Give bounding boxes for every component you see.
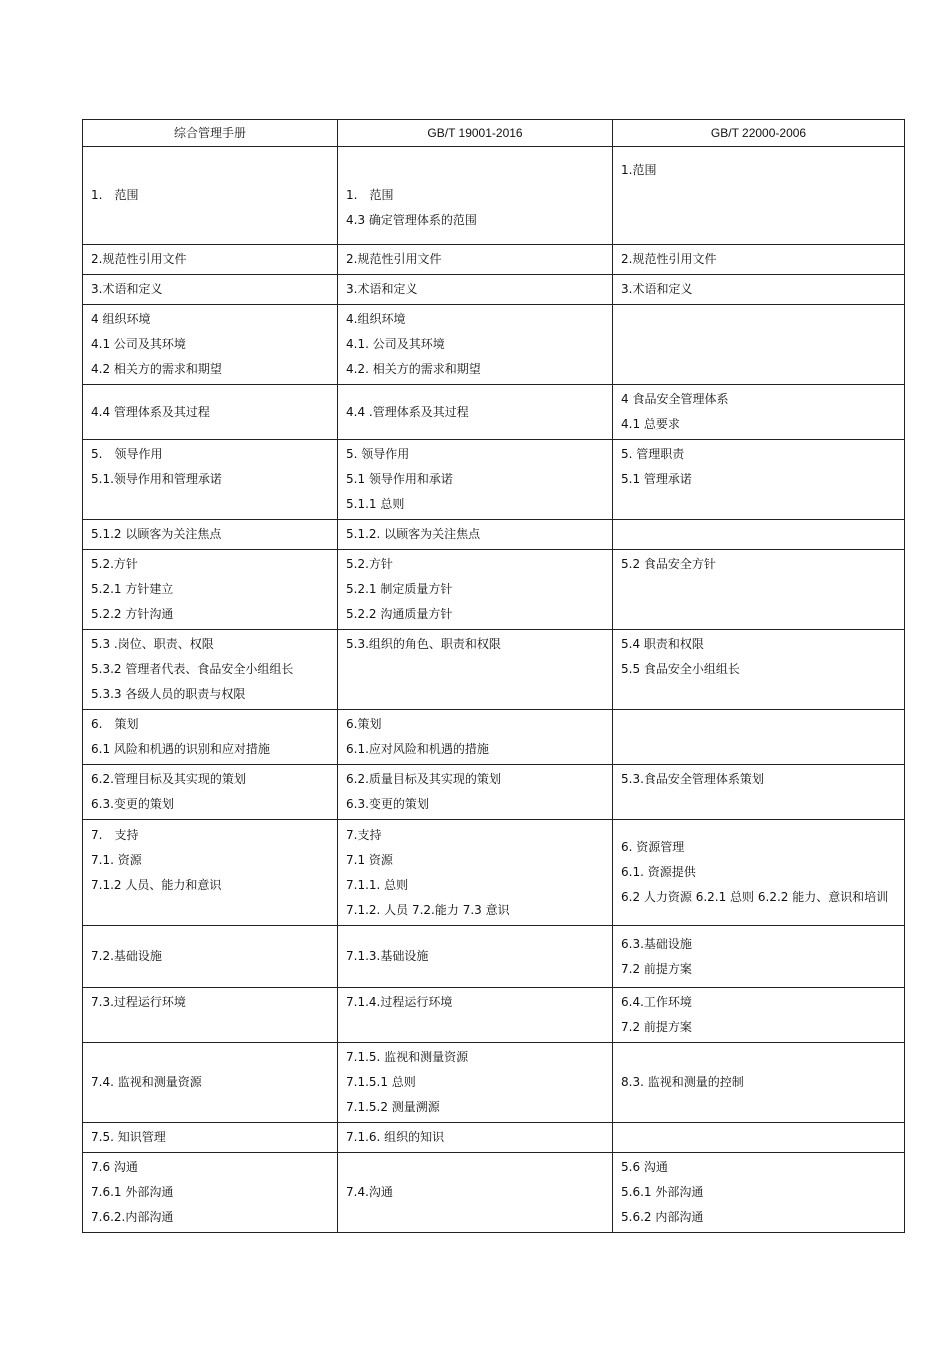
table-row [83,988,905,1043]
cell-line: 1. 范围 [346,188,394,202]
cell-line: 5. 领导作用 [346,447,410,461]
standards-comparison-table [82,119,905,1233]
cell-line: 6.2.管理目标及其实现的策划 [91,772,246,786]
table-row [83,440,905,520]
cell-line [621,577,896,602]
table-cell [338,147,613,245]
cell-line: 7.6.1 外部沟通 [91,1185,174,1199]
table-row [83,1153,905,1233]
cell-line: 6.1. 资源提供 [621,865,696,879]
cell-line: 4.2. 相关方的需求和期望 [346,362,481,376]
cell-line [346,1015,604,1040]
table-cell [83,765,338,820]
cell-line [91,492,329,517]
cell-line: 8.3. 监视和测量的控制 [621,1075,744,1089]
cell-line: 7.1.2 人员、能力和意识 [91,877,222,892]
cell-line: 6.4.工作环境 [621,995,692,1009]
table-row [83,820,905,926]
cell-line: 7.1.5.2 测量溯源 [346,1100,440,1114]
table-cell [338,520,613,550]
cell-line: 5.6.2 内部沟通 [621,1210,704,1224]
table-cell [83,926,338,988]
cell-line: 5.2.方针 [346,557,393,571]
cell-line: 7.2 前提方案 [621,961,692,976]
cell-line: 7.5. 知识管理 [91,1130,166,1144]
cell-line: 7.1.2. 人员 7.2.能力 7.3 意识 [346,902,510,917]
table-cell [83,520,338,550]
cell-line: 4.1 总要求 [621,417,680,431]
cell-line: 6.3.变更的策划 [346,797,429,811]
cell-line: 4.1. 公司及其环境 [346,337,445,351]
table-cell [338,765,613,820]
table-row [83,147,905,245]
cell-line: 5.2.2 方针沟通 [91,607,174,621]
cell-line: 4.组织环境 [346,312,406,326]
cell-line: 5.6 沟通 [621,1160,668,1174]
table-row [83,630,905,710]
cell-line: 7.3.过程运行环境 [91,995,186,1009]
table-cell [83,1043,338,1123]
table-cell [613,926,905,988]
cell-line [346,657,604,682]
table-cell [613,1153,905,1233]
column-header: GB/T 19001-2016 [338,120,613,147]
table-cell [338,245,613,275]
table-cell [83,245,338,275]
cell-line: 5.1.1 总则 [346,497,405,511]
table-row [83,550,905,630]
table-cell [83,710,338,765]
table-cell [613,710,905,765]
table-cell [613,440,905,520]
table-cell [613,1123,905,1153]
cell-line: 5.2 食品安全方针 [621,557,716,571]
cell-line: 7.4. 监视和测量资源 [91,1075,202,1089]
table-row [83,765,905,820]
cell-line [91,1015,329,1040]
cell-line: 7.支持 [346,827,382,842]
table-cell [338,820,613,926]
cell-line: 7.1.6. 组织的知识 [346,1130,445,1144]
cell-line: 5.3.组织的角色、职责和权限 [346,637,501,651]
cell-line: 5.1.2. 以顾客为关注焦点 [346,527,481,541]
table-cell [338,1043,613,1123]
table-cell [338,1153,613,1233]
table-cell [83,385,338,440]
table-cell [83,630,338,710]
cell-line: 7.1.5. 监视和测量资源 [346,1050,469,1064]
table-body [83,147,905,1233]
cell-line: 5.3.食品安全管理体系策划 [621,772,764,786]
table-cell [338,440,613,520]
cell-line: 1.范围 [621,163,657,177]
cell-line: 5.5 食品安全小组组长 [621,662,740,676]
cell-line: 5.3.2 管理者代表、食品安全小组组长 [91,662,294,676]
table-cell [83,305,338,385]
cell-line: 5.2.1 制定质量方针 [346,582,453,596]
column-header: GB/T 22000-2006 [613,120,905,147]
cell-line: 5.3.3 各级人员的职责与权限 [91,687,246,701]
cell-line: 4.3 确定管理体系的范围 [346,213,477,227]
cell-line: 7.4.沟通 [346,1185,393,1199]
table-cell [338,630,613,710]
cell-line: 4.4 管理体系及其过程 [91,404,210,419]
cell-line: 7.1.4.过程运行环境 [346,995,453,1009]
cell-line [91,898,329,923]
cell-line: 4.2 相关方的需求和期望 [91,362,222,376]
cell-line [621,183,896,208]
cell-line: 6.3.基础设施 [621,936,692,951]
cell-line: 6.1.应对风险和机遇的措施 [346,742,489,756]
cell-line: 7.1. 资源 [91,852,142,867]
cell-line [621,682,896,707]
cell-line: 3.术语和定义 [621,282,693,296]
table-cell [83,275,338,305]
table-cell [338,550,613,630]
cell-line: 2.规范性引用文件 [346,252,442,266]
cell-line: 5.2.1 方针建立 [91,582,174,596]
cell-line: 7.1.5.1 总则 [346,1075,416,1089]
cell-line [346,682,604,707]
table-cell [338,275,613,305]
cell-line [621,602,896,627]
cell-line: 6.1 风险和机遇的识别和应对措施 [91,742,270,756]
cell-line: 3.术语和定义 [346,282,418,296]
table-cell [613,630,905,710]
table-cell [338,385,613,440]
cell-line: 5.1 领导作用和承诺 [346,472,453,486]
cell-line: 4 组织环境 [91,312,151,326]
table-cell [613,520,905,550]
cell-line: 5.2.方针 [91,557,138,571]
cell-line: 5.1 管理承诺 [621,472,692,486]
cell-line: 2.规范性引用文件 [91,252,187,266]
table-cell [613,147,905,245]
cell-line: 5.4 职责和权限 [621,637,704,651]
cell-line: 6.策划 [346,717,382,731]
table-cell [613,820,905,926]
table-row [83,710,905,765]
cell-line: 5.1.领导作用和管理承诺 [91,472,222,486]
cell-line: 5. 领导作用 [91,447,163,461]
table-cell [613,385,905,440]
table-cell [613,988,905,1043]
table-row [83,926,905,988]
column-header: 综合管理手册 [83,120,338,147]
cell-line: 6.2.质量目标及其实现的策划 [346,772,501,786]
cell-line: 6. 资源管理 [621,840,685,854]
cell-line: 7.6 沟通 [91,1160,138,1174]
cell-line: 5.2.2 沟通质量方针 [346,607,453,621]
cell-line: 5.6.1 外部沟通 [621,1185,704,1199]
table-cell [338,305,613,385]
cell-line: 1. 范围 [91,188,139,202]
cell-line: 5.3 .岗位、职责、权限 [91,637,214,651]
cell-line: 7.6.2.内部沟通 [91,1210,174,1224]
cell-line [346,158,604,183]
table-row [83,520,905,550]
cell-line: 7.1 资源 [346,852,393,867]
cell-line: 7. 支持 [91,827,139,842]
table-row [83,385,905,440]
table-cell [83,820,338,926]
cell-line: 2.规范性引用文件 [621,252,717,266]
cell-line: 6.2 人力资源 6.2.1 总则 6.2.2 能力、意识和培训 [621,890,889,904]
table-cell [613,1043,905,1123]
table-row [83,245,905,275]
table-cell [338,1123,613,1153]
cell-line: 7.2 前提方案 [621,1020,692,1034]
table-cell [338,710,613,765]
cell-line: 5.1.2 以顾客为关注焦点 [91,527,222,541]
table-cell [338,926,613,988]
table-cell [338,988,613,1043]
table-cell [613,550,905,630]
table-cell [83,1153,338,1233]
cell-line: 7.2.基础设施 [91,949,162,963]
table-cell [83,440,338,520]
table-cell [613,275,905,305]
table-cell [83,550,338,630]
cell-line: 6.3.变更的策划 [91,797,174,811]
table-cell [613,305,905,385]
cell-line: 3.术语和定义 [91,282,163,296]
table-cell [83,988,338,1043]
table-row [83,1043,905,1123]
cell-line: 7.1.1. 总则 [346,877,409,892]
cell-line: 7.1.3.基础设施 [346,949,429,963]
table-header-row [83,120,905,147]
table-row [83,305,905,385]
table-row [83,1123,905,1153]
cell-line: 4 食品安全管理体系 [621,392,729,406]
cell-line: 4.4 .管理体系及其过程 [346,404,469,419]
cell-line: 5. 管理职责 [621,447,685,461]
cell-line [621,208,896,233]
cell-line [621,492,896,517]
table-cell [83,147,338,245]
table-cell [613,765,905,820]
table-cell [613,245,905,275]
cell-line: 4.1 公司及其环境 [91,337,186,351]
cell-line [621,792,896,817]
cell-line: 6. 策划 [91,717,139,731]
table-cell [83,1123,338,1153]
table-row [83,275,905,305]
